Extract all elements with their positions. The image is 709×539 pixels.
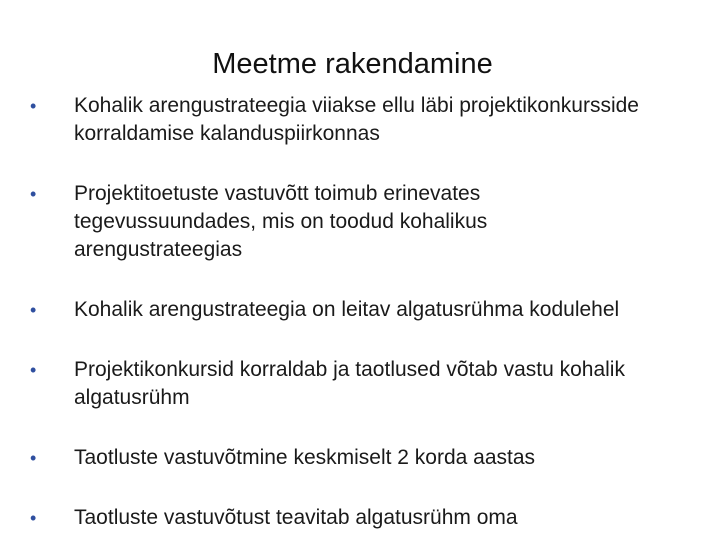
- bullet-item: [30, 444, 694, 472]
- slide-title-text: Meetme rakendamine: [212, 48, 493, 80]
- bullet-item: [30, 180, 594, 264]
- bullet-text: Taotluste vastuvõtmine keskmiselt 2 korda aastas: [74, 446, 536, 469]
- bullet-item: [30, 92, 659, 148]
- bullet-item: [30, 504, 694, 532]
- bullet-marker-icon: •: [30, 184, 37, 204]
- bullet-marker-icon: •: [30, 448, 37, 468]
- bullet-marker-icon: •: [30, 96, 37, 116]
- bullet-text: Kohalik arengustrateegia viiakse ellu läbi projektikonkursside korraldamise kalanduspiirkonnas: [74, 94, 639, 145]
- bullet-text: Projektitoetuste vastuvõtt toimub erinevates tegevussuundades, mis on toodud kohalikus arengustrateegias: [74, 182, 488, 261]
- bullet-marker-icon: •: [30, 360, 37, 380]
- bullet-marker-icon: •: [30, 508, 37, 528]
- bullet-text: Taotluste vastuvõtust teavitab algatusrühm oma: [74, 506, 518, 529]
- bullet-list: [30, 92, 680, 539]
- bullet-text: Projektikonkursid korraldab ja taotlused võtab vastu kohalik algatusrühm: [74, 358, 625, 409]
- bullet-marker-icon: •: [30, 300, 37, 320]
- bullet-item: [30, 296, 659, 324]
- bullet-item: [30, 356, 694, 412]
- bullet-text: Kohalik arengustrateegia on leitav algatusrühma kodulehel: [74, 298, 620, 321]
- slide-title: [0, 44, 709, 84]
